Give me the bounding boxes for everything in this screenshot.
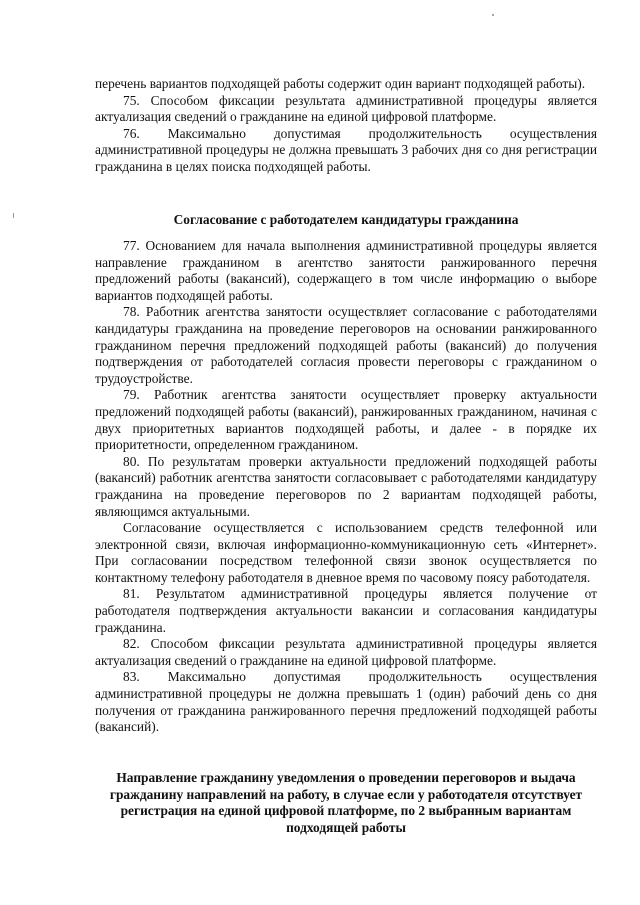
paragraph-76: 76. Максимально допустимая продолжительность осуществления административной процедуры не должна превышать 3 рабочих дня со дня регистрации гражданина в целях поиска подходящей работы. xyxy=(95,125,597,174)
paragraph-80: 80. По результатам проверки актуальности предложений подходящей работы (вакансий) работник агентства занятости согласовывает с работодателями кандидатуру гражданина на проведение переговоров по 2 вариантам подходящей работы, являющимся актуальными. xyxy=(95,453,597,519)
paragraph-continuation: перечень вариантов подходящей работы содержит один вариант подходящей работы). xyxy=(95,76,586,91)
paragraph-81: 81. Результатом административной процедуры является получение от работодателя подтверждения актуальности вакансии и согласования кандидатуры гражданина. xyxy=(95,586,597,635)
section-top xyxy=(95,76,597,176)
paragraph-agreement: Согласование осуществляется с использованием средств телефонной или электронной связи, включая информационно-коммуникационную сеть «Интернет». При согласовании посредством телефонной связи звонок осуществляется по контактному телефону работодателя в дневное время по часовому поясу работодателя. xyxy=(95,520,597,585)
section-heading-1 xyxy=(95,212,597,229)
paragraph-77: 77. Основанием для начала выполнения административной процедуры является направление гражданином в агентство занятости ранжированного перечня предложений работы (вакансий), содержащего в том числе информацию о выборе вариантов подходящей работы. xyxy=(95,238,597,303)
paragraph-78: 78. Работник агентства занятости осуществляет согласование с работодателями кандидатуры гражданина на проведение переговоров на основании ранжированного гражданином перечня предложений подходящей работы (вакансий) до получения подтверждения от работодателей согласия провести переговоры с гражданином о трудоустройстве. xyxy=(95,304,597,386)
paragraph-75: 75. Способом фиксации результата административной процедуры является актуализация сведений о гражданине на единой цифровой платформе. xyxy=(95,92,597,125)
paragraph-83: 83. Максимально допустимая продолжительность осуществления административной процедуры не должна превышать 1 (один) рабочий день со дня получения от гражданина ранжированного перечня предложений подходящей работы (вакансий). xyxy=(95,669,597,735)
paragraph-79: 79. Работник агентства занятости осуществляет проверку актуальности предложений подходящей работы (вакансий), ранжированных гражданином, начиная с двух приоритетных вариантов подходящей работы, и далее - в порядке их приоритетности, определенном гражданином. xyxy=(95,387,597,453)
paragraph-82: 82. Способом фиксации результата административной процедуры является актуализация сведений о гражданине на единой цифровой платформе. xyxy=(95,636,597,668)
scan-mark xyxy=(13,213,14,218)
section-heading-2 xyxy=(95,770,597,836)
section-body xyxy=(95,238,597,736)
scan-speck xyxy=(492,14,494,16)
section-title-2: Направление гражданину уведомления о проведении переговоров и выдача гражданину направлений на работу, в случае если у работодателя отсутствует регистрация на единой цифровой платформе, по 2 выбранным вариантам подходящей работы xyxy=(109,770,583,835)
section-title: Согласование с работодателем кандидатуры гражданина xyxy=(173,212,519,227)
